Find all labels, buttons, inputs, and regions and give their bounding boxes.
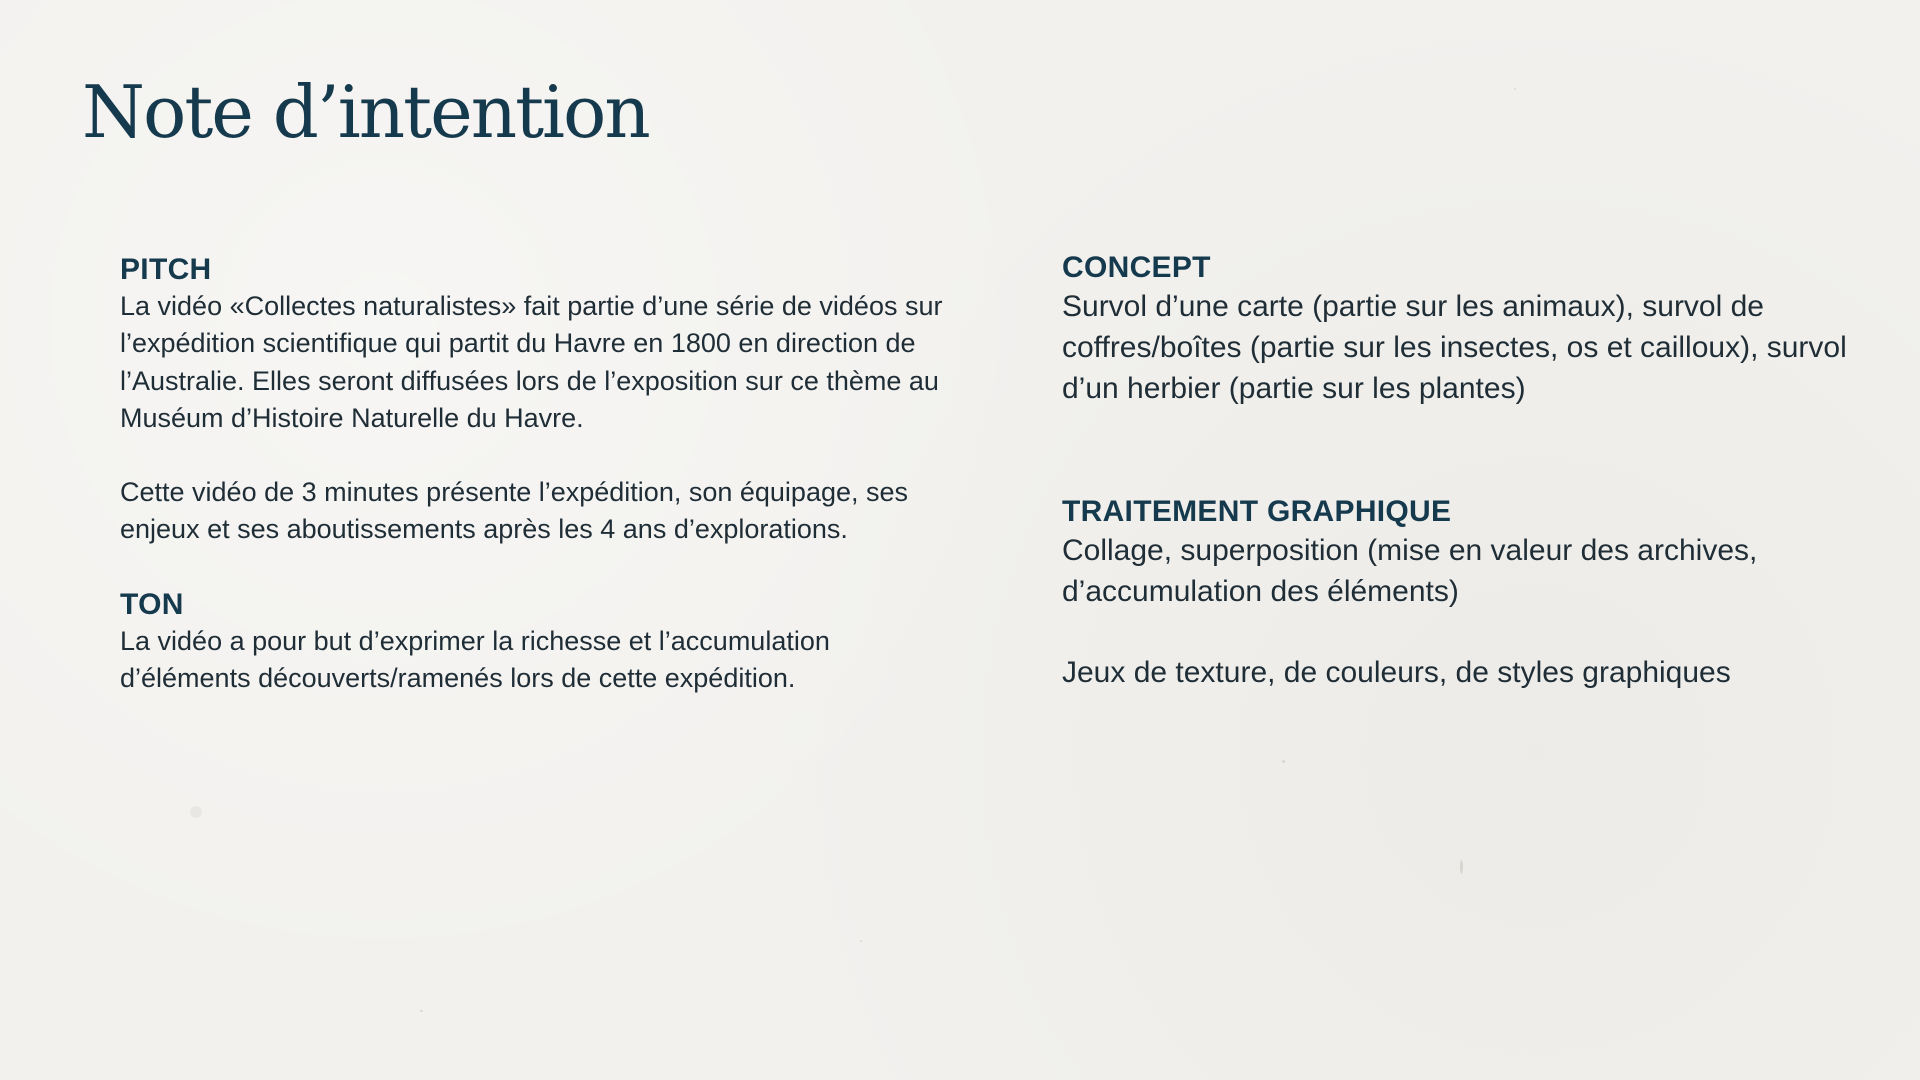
ton-heading: TON (120, 587, 184, 621)
pitch-paragraph-1: La vidéo «Collectes naturalistes» fait partie d’une série de vidéos sur l’expédition scientifique qui partit du Havre en 1800 en direction de l’Australie. Elles seront diffusées lors de l’exposition sur ce thème au Muséum d’Histoire Naturelle du Havre. (120, 291, 943, 433)
paper-fleck (420, 1010, 423, 1012)
paper-fleck (860, 940, 862, 942)
spacer (1062, 409, 1892, 494)
paper-fleck (1514, 88, 1516, 90)
concept-heading: CONCEPT (1062, 251, 1211, 284)
ton-paragraph: La vidéo a pour but d’exprimer la richesse et l’accumulation d’éléments découverts/ramenés lors de cette expédition. (120, 625, 830, 694)
traitement-heading: TRAITEMENT GRAPHIQUE (1062, 495, 1452, 528)
traitement-paragraph-2: Jeux de texture, de couleurs, de styles graphiques (1062, 656, 1731, 689)
traitement-paragraph-1: Collage, superposition (mise en valeur des archives, d’accumulation des éléments) (1062, 534, 1758, 608)
pitch-paragraph-2: Cette vidéo de 3 minutes présente l’expédition, son équipage, ses enjeux et ses aboutissements après les 4 ans d’explorations. (120, 477, 909, 545)
concept-paragraph: Survol d’une carte (partie sur les animaux), survol de coffres/boîtes (partie sur les insectes, os et cailloux), survol d’un herbier (partie sur les plantes) (1062, 290, 1847, 405)
page-title: Note d’intention (82, 70, 649, 154)
spacer (120, 437, 960, 474)
paper-fleck (1282, 760, 1285, 763)
left-column (120, 252, 960, 697)
spacer (1062, 612, 1892, 652)
paper-fleck (1460, 860, 1463, 874)
pitch-heading: PITCH (120, 253, 212, 286)
paper-fleck (190, 806, 202, 818)
right-column (1062, 250, 1892, 693)
spacer (120, 549, 960, 587)
